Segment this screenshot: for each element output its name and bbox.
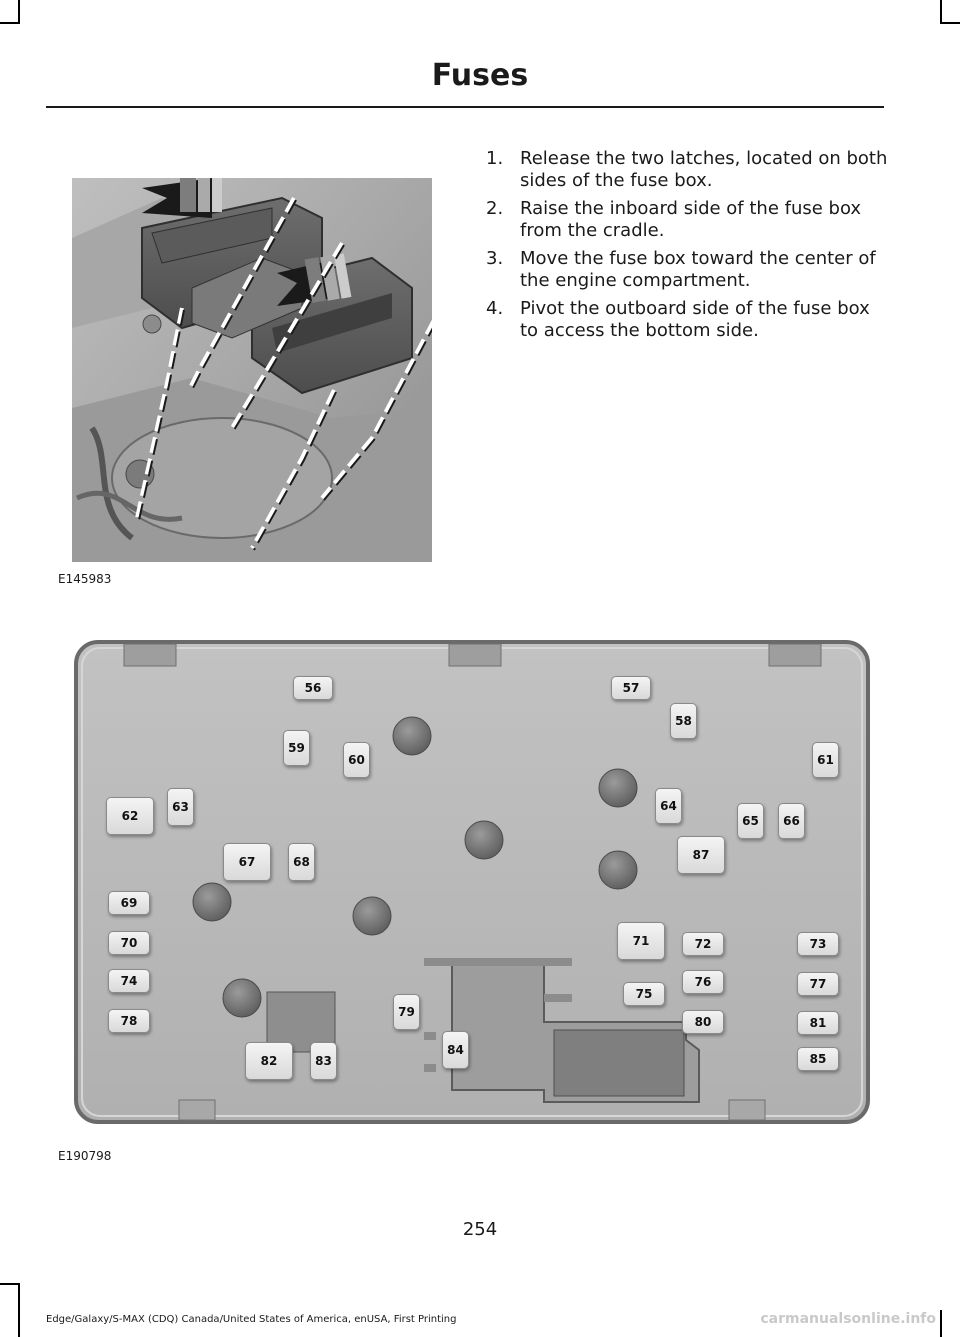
crop-mark <box>18 0 20 24</box>
fuse: 79 <box>393 994 420 1030</box>
step-number: 3. <box>486 248 504 269</box>
list-item <box>486 248 891 292</box>
fuse: 58 <box>670 703 697 739</box>
page-title: Fuses <box>431 58 529 93</box>
crop-mark <box>18 1283 20 1337</box>
fuse: 73 <box>797 932 839 956</box>
crop-mark <box>0 1283 20 1285</box>
fuse: 71 <box>617 922 665 960</box>
list-item <box>486 148 891 192</box>
fuse: 70 <box>108 931 150 955</box>
fuse: 64 <box>655 788 682 824</box>
crop-mark <box>940 1310 942 1337</box>
step-number: 4. <box>486 298 504 319</box>
step-number: 2. <box>486 198 504 219</box>
fuse: 82 <box>245 1042 293 1080</box>
fuse: 77 <box>797 972 839 996</box>
fuse: 65 <box>737 803 764 839</box>
fuse: 66 <box>778 803 805 839</box>
fuse: 80 <box>682 1010 724 1034</box>
crop-mark <box>0 22 20 24</box>
fuse-box-removal-illustration <box>72 178 432 562</box>
fuse: 56 <box>293 676 333 700</box>
fuse: 78 <box>108 1009 150 1033</box>
fuse: 67 <box>223 843 271 881</box>
step-number: 1. <box>486 148 504 169</box>
fuse: 62 <box>106 797 154 835</box>
fuse: 76 <box>682 970 724 994</box>
crop-mark <box>940 0 942 24</box>
crop-mark <box>940 22 960 24</box>
step-text: Move the fuse box toward the center of the engine compartment. <box>520 248 876 291</box>
fuse: 87 <box>677 836 725 874</box>
instruction-list <box>486 148 891 348</box>
figure-code: E145983 <box>58 572 112 586</box>
step-text: Release the two latches, located on both sides of the fuse box. <box>520 148 888 191</box>
step-text: Pivot the outboard side of the fuse box to access the bottom side. <box>520 298 870 341</box>
figure-code: E190798 <box>58 1149 112 1163</box>
footer-text: Edge/Galaxy/S-MAX (CDQ) Canada/United States of America, enUSA, First Printing <box>46 1314 457 1325</box>
list-item <box>486 298 891 342</box>
list-item <box>486 198 891 242</box>
fuse: 75 <box>623 982 665 1006</box>
fuse: 81 <box>797 1011 839 1035</box>
fuse: 83 <box>310 1042 337 1080</box>
page-number: 254 <box>462 1219 498 1240</box>
fuse: 59 <box>283 730 310 766</box>
fuse: 74 <box>108 969 150 993</box>
fuse: 68 <box>288 843 315 881</box>
step-text: Raise the inboard side of the fuse box from the cradle. <box>520 198 862 241</box>
fuse: 60 <box>343 742 370 778</box>
watermark: carmanualsonline.info <box>760 1311 936 1327</box>
fuse: 63 <box>167 788 194 826</box>
header-divider <box>46 106 884 108</box>
fuse: 61 <box>812 742 839 778</box>
fuse: 72 <box>682 932 724 956</box>
fuse: 57 <box>611 676 651 700</box>
fuse: 69 <box>108 891 150 915</box>
fuse: 84 <box>442 1031 469 1069</box>
fuse-box-panel <box>74 640 870 1124</box>
fuse: 85 <box>797 1047 839 1071</box>
